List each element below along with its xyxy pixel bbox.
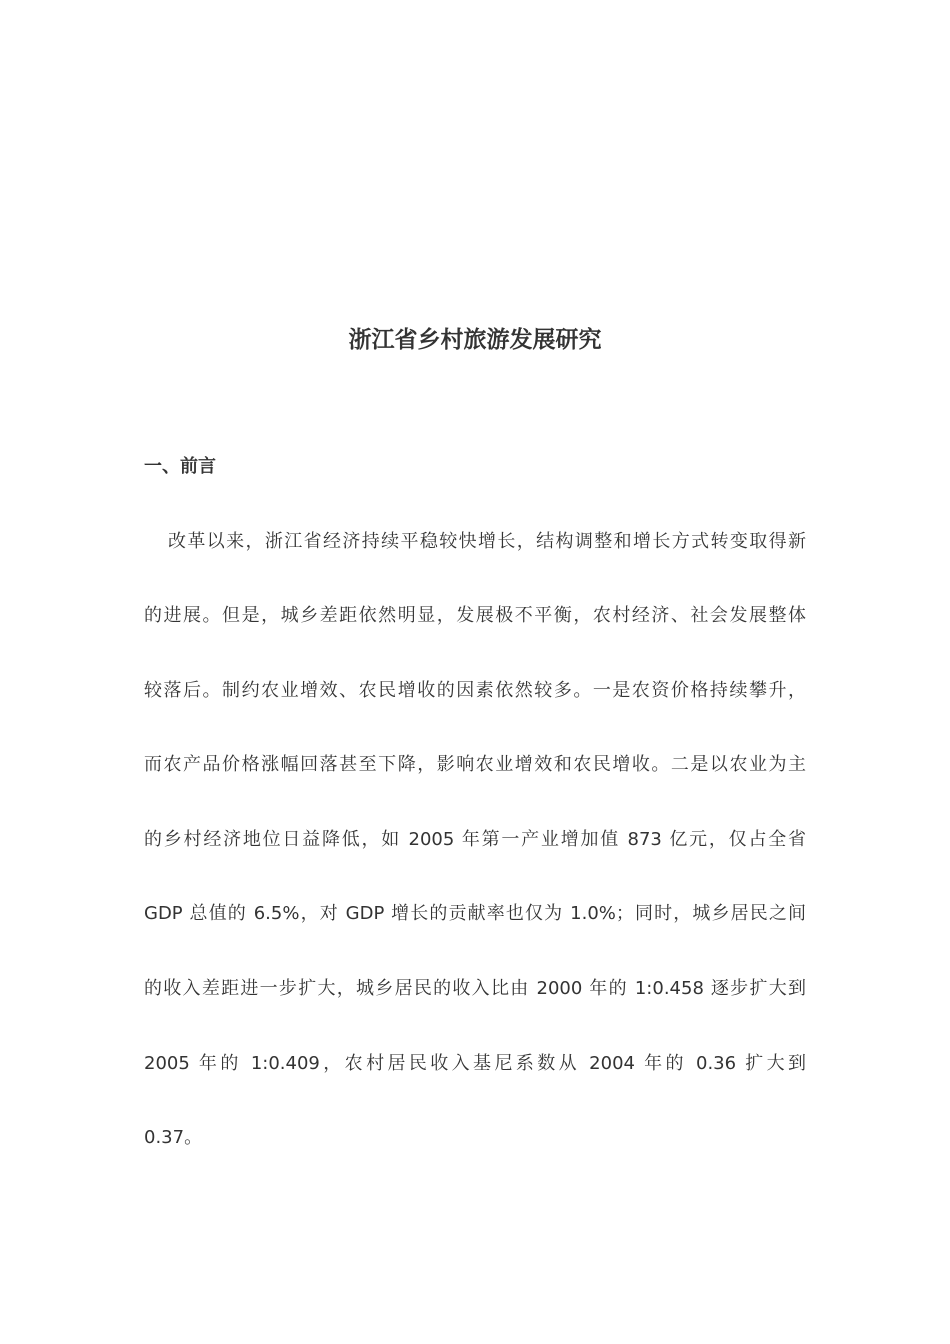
paragraph-line: 的收入差距进一步扩大，城乡居民的收入比由 2000 年的 1:0.458 逐步扩大到 <box>144 978 806 999</box>
paragraph-line: GDP 总值的 6.5%，对 GDP 增长的贡献率也仅为 1.0%；同时，城乡居民之间 <box>144 903 806 924</box>
paragraph-line: 2005 年的 1:0.409，农村居民收入基尼系数从 2004 年的 0.36 扩大到 <box>144 1053 806 1074</box>
paragraph-line: 而农产品价格涨幅回落甚至下降，影响农业增效和农民增收。二是以农业为主 <box>144 754 806 775</box>
section-heading-preface: 一、前言 <box>144 456 216 477</box>
paragraph-line: 0.37。 <box>144 1127 203 1148</box>
paragraph-line: 的乡村经济地位日益降低，如 2005 年第一产业增加值 873 亿元，仅占全省 <box>144 829 806 850</box>
paragraph-line: 改革以来，浙江省经济持续平稳较快增长，结构调整和增长方式转变取得新 <box>168 531 806 552</box>
paragraph-line: 较落后。制约农业增效、农民增收的因素依然较多。一是农资价格持续攀升， <box>144 680 806 701</box>
document-title: 浙江省乡村旅游发展研究 <box>348 327 602 353</box>
paragraph-line: 的进展。但是，城乡差距依然明显，发展极不平衡，农村经济、社会发展整体 <box>144 605 806 626</box>
